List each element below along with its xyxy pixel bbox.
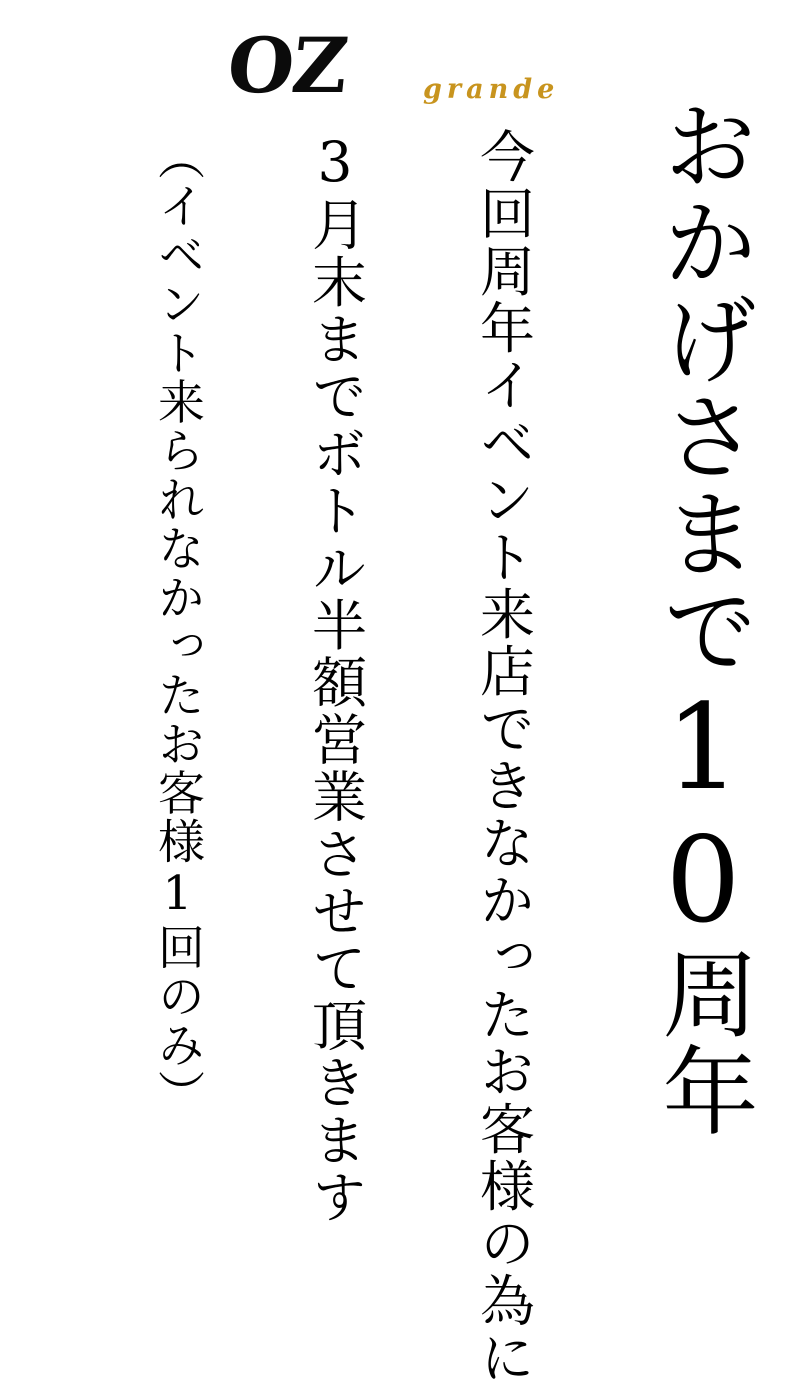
brand-logo <box>223 21 568 118</box>
headline-part-2: 周年 <box>647 944 759 1139</box>
headline-number: 10 <box>634 677 772 945</box>
reason-column: 今回周年イベント来店できなかったお客様の為に <box>471 128 535 1386</box>
headline-part-1: おかげさまで <box>647 96 759 678</box>
logo-mark-text: OZ <box>223 21 351 110</box>
headline-column <box>634 96 772 1139</box>
note-column: （イベント来られなかったお客様1回のみ） <box>150 133 205 1119</box>
offer-column: 3月末までボトル半額営業させて頂きます <box>303 130 367 1226</box>
logo-sub-text: grande <box>423 74 560 105</box>
